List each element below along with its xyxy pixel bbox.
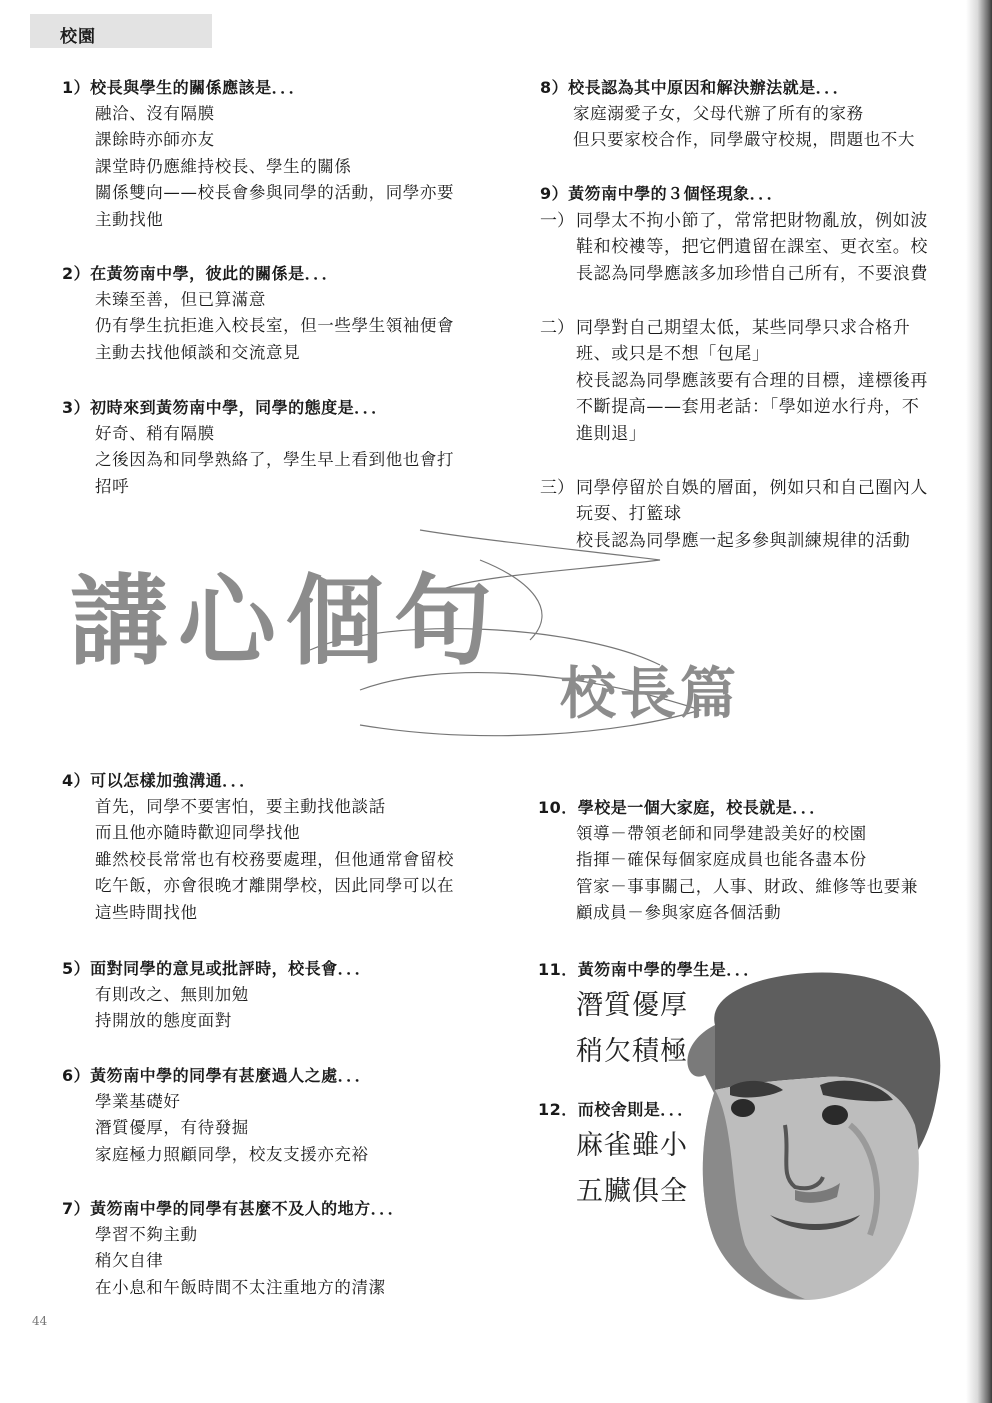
- qa-10: [538, 795, 918, 927]
- item-marker: 二）: [540, 318, 574, 338]
- answer-line: 在小息和午飯時間不太注重地方的清潔: [95, 1277, 386, 1297]
- page-number: 44: [32, 1314, 48, 1328]
- item-line: 長認為同學應該多加珍惜自己所有，不要浪費: [576, 263, 928, 284]
- question-7: 7）黃笏南中學的同學有甚麼不及人的地方．．．: [62, 1199, 405, 1218]
- question-11: 11．黃笏南中學的學生是．．．: [538, 960, 760, 979]
- big-answer-line: 麻雀雖小: [576, 1130, 688, 1161]
- item-line: 班、或只是不想「包尾」: [576, 344, 770, 365]
- answer-line: 潛質優厚，有待發掘: [95, 1118, 249, 1138]
- answer-line: 這些時間找他: [95, 902, 198, 922]
- qa-5: [62, 956, 371, 1035]
- page-edge-shadow: [966, 0, 992, 1403]
- answer-line: 顧成員－參與家庭各個活動: [576, 903, 782, 923]
- question-1: 1）校長與學生的關係應該是．．．: [62, 78, 306, 97]
- qa-7: [62, 1196, 404, 1301]
- big-answer-line: 潛質優厚: [576, 990, 688, 1021]
- answer-line: 仍有學生抗拒進入校長室，但一些學生領袖便會: [95, 316, 455, 336]
- phenomenon-1: [540, 208, 928, 287]
- answer-line: 首先，同學不要害怕，要主動找他談話: [95, 797, 386, 816]
- item-line: 不斷提高——套用老話：「學如逆水行舟，不: [576, 397, 920, 418]
- answer-line: 而且他亦隨時歡迎同學找他: [95, 823, 301, 843]
- answer-line: 雖然校長常常也有校務要處理，但他通常會留校: [95, 849, 455, 869]
- item-marker: 一）: [540, 211, 574, 231]
- answer-line: 學業基礎好: [95, 1092, 181, 1111]
- qa-4: [62, 768, 454, 926]
- item-line: 玩耍、打籃球: [576, 504, 682, 525]
- item-marker: 三）: [540, 478, 574, 498]
- question-8: 8）校長認為其中原因和解決辦法就是．．．: [540, 78, 850, 97]
- answer-line: 稍欠自律: [95, 1251, 164, 1271]
- question-3: 3）初時來到黃笏南中學，同學的態度是．．．: [62, 398, 388, 417]
- question-9: 9）黃笏南中學的３個怪現象．．．: [540, 184, 784, 203]
- item-line: 同學太不拘小節了，常常把財物亂放，例如波: [576, 211, 928, 231]
- question-2: 2）在黃笏南中學，彼此的關係是．．．: [62, 264, 339, 283]
- answer-line: 主動去找他傾談和交流意見: [95, 342, 301, 362]
- answer-line: 管家－事事關己，人事、財政、維修等也要兼: [576, 876, 918, 896]
- item-line: 鞋和校褸等，把它們遺留在課室、更衣室。校: [576, 237, 928, 258]
- answer-line: 招呼: [95, 476, 130, 496]
- answer-line: 融洽、沒有隔膜: [95, 104, 215, 123]
- answer-line: 家庭溺愛子女，父母代辦了所有的家務: [573, 104, 864, 123]
- answer-line: 關係雙向——校長會參與同學的活動，同學亦要: [95, 183, 455, 203]
- qa-3: [62, 395, 454, 500]
- answer-line: 家庭極力照顧同學，校友支援亦充裕: [95, 1144, 369, 1164]
- answer-line: 學習不夠主動: [95, 1225, 198, 1244]
- qa-1: [62, 75, 454, 233]
- question-4: 4）可以怎樣加強溝通．．．: [62, 771, 256, 790]
- question-5: 5）面對同學的意見或批評時，校長會．．．: [62, 959, 372, 978]
- section-label: 校園: [60, 27, 96, 47]
- qa-12: [538, 1097, 694, 1215]
- title-sub: 校長篇: [560, 662, 740, 727]
- answer-line: 指揮－確保每個家庭成員也能各盡本份: [576, 850, 867, 870]
- answer-line: 未臻至善，但已算滿意: [95, 290, 266, 309]
- item-line: 同學停留於自娛的層面，例如只和自己圈內人: [576, 478, 928, 498]
- qa-2: [62, 261, 454, 366]
- question-10: 10．學校是一個大家庭，校長就是．．．: [538, 798, 826, 817]
- item-line: 校長認為同學應一起多參與訓練規律的活動: [576, 530, 911, 551]
- answer-line: 之後因為和同學熟絡了，學生早上看到他也會打: [95, 450, 455, 470]
- answer-line: 領導－帶領老師和同學建設美好的校園: [576, 824, 867, 843]
- section-tab: [30, 14, 212, 48]
- answer-line: 好奇、稍有隔膜: [95, 424, 215, 443]
- qa-6: [62, 1063, 371, 1168]
- qa-8: [540, 75, 915, 154]
- qa-11: [538, 957, 760, 1075]
- answer-line: 主動找他: [95, 209, 164, 229]
- answer-line: 持開放的態度面對: [95, 1011, 232, 1031]
- qa-9: [540, 181, 783, 207]
- big-answer-line: 稍欠積極: [576, 1036, 688, 1067]
- item-line: 校長認為同學應該要有合理的目標，達標後再: [576, 370, 928, 391]
- item-line: 同學對自己期望太低，某些同學只求合格升: [576, 318, 911, 338]
- phenomenon-2: [540, 315, 928, 447]
- question-6: 6）黃笏南中學的同學有甚麼過人之處．．．: [62, 1066, 372, 1085]
- answer-line: 有則改之、無則加勉: [95, 985, 249, 1004]
- question-12: 12．而校舍則是．．．: [538, 1100, 694, 1119]
- answer-line: 課餘時亦師亦友: [95, 130, 215, 150]
- title-main: 講心個句: [70, 565, 503, 679]
- title-graphic: [60, 520, 830, 760]
- big-answer-line: 五臟俱全: [576, 1176, 688, 1207]
- answer-line: 課堂時仍應維持校長、學生的關係: [95, 156, 352, 176]
- item-line: 進則退」: [576, 423, 647, 444]
- answer-line: 但只要家校合作，同學嚴守校規，問題也不大: [573, 130, 915, 150]
- answer-line: 吃午飯，亦會很晚才離開學校，因此同學可以在: [95, 876, 455, 896]
